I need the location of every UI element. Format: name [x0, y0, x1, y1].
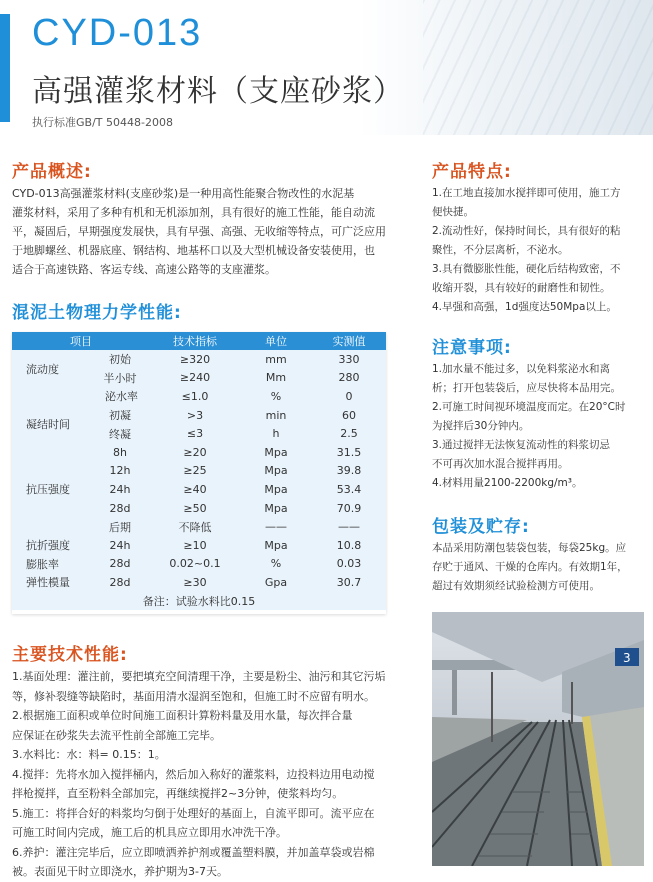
- row-spec: ≥240: [150, 369, 240, 388]
- packaging-heading: 包装及贮存:: [432, 517, 530, 537]
- features-line: 聚性，不分层离析，不泌水。: [432, 244, 569, 256]
- product-title: 高强灌浆材料（支座砂浆）: [32, 74, 404, 109]
- table-note-row: [12, 592, 386, 611]
- cautions-line: 4.材料用量2100-2200kg/m³。: [432, 477, 583, 489]
- packaging-line: 本品采用防潮包装袋包装，每袋25kg。应: [432, 542, 627, 554]
- mechanics-table-body: [12, 350, 386, 592]
- performance-line: 拌枪搅拌，直至粉料全部加完，再继续搅拌2~3分钟，使浆料均匀。: [12, 787, 344, 800]
- packaging-line: 超过有效期须经试验检测方可使用。: [432, 580, 600, 592]
- table-row: [12, 555, 386, 574]
- row-sub-label: 24h: [90, 480, 150, 499]
- features-line: 4.早强和高强，1d强度达50Mpa以上。: [432, 301, 617, 313]
- row-group-label: 膨胀率: [12, 555, 90, 574]
- performance-line: 应保证在砂浆失去流平性前全部施工完毕。: [12, 728, 221, 742]
- row-value: 60: [312, 406, 386, 425]
- row-value: 70.9: [312, 499, 386, 518]
- row-value: ——: [312, 517, 386, 536]
- features-line: 便快捷。: [432, 206, 474, 218]
- features-line: 1.在工地直接加水搅拌即可使用，施工方: [432, 187, 621, 199]
- row-unit: Mpa: [240, 536, 312, 555]
- row-unit: %: [240, 387, 312, 406]
- cautions-line: 1.加水量不能过多，以免料浆泌水和离: [432, 363, 611, 375]
- column-header: 技术指标: [150, 332, 240, 350]
- performance-line: 5.施工：将拌合好的料浆均匀倒于处理好的基面上，自流平即可。流平应在: [12, 806, 375, 820]
- column-header: 实测值: [312, 332, 386, 350]
- table-row: [12, 387, 386, 406]
- row-value: 280: [312, 369, 386, 388]
- row-spec: ≤3: [150, 424, 240, 443]
- row-spec: ≥30: [150, 573, 240, 592]
- table-row: [12, 443, 386, 462]
- row-spec: ≥10: [150, 536, 240, 555]
- row-unit: ——: [240, 517, 312, 536]
- table-row: [12, 573, 386, 592]
- row-sub-label: 初始: [90, 350, 150, 369]
- mechanics-table: [12, 332, 386, 610]
- railway-photo: [432, 612, 644, 866]
- overview-text: [12, 184, 392, 279]
- row-value: 39.8: [312, 462, 386, 481]
- performance-line: 被。表面见干时立即浇水，养护期为3-7天。: [12, 865, 228, 878]
- performance-line: 3.水料比：水：料= 0.15：1。: [12, 748, 166, 761]
- row-value: 53.4: [312, 480, 386, 499]
- row-sub-label: 28d: [90, 499, 150, 518]
- row-value: 0.03: [312, 555, 386, 574]
- cautions-line: 为搅拌后30分钟内。: [432, 420, 530, 432]
- row-group-label: 泌水率: [12, 387, 150, 406]
- row-unit: Mpa: [240, 480, 312, 499]
- performance-line: 等，修补裂缝等缺陷时，基面用清水湿润至饱和，但施工时不应留有明水。: [12, 689, 375, 703]
- row-sub-label: 8h: [90, 443, 150, 462]
- row-sub-label: 28d: [90, 555, 150, 574]
- accent-bar: [0, 14, 10, 122]
- features-line: 收缩开裂，具有较好的耐磨性和韧性。: [432, 282, 611, 294]
- table-row: [12, 536, 386, 555]
- packaging-line: 存贮于通风、干燥的仓库内。有效期1年，: [432, 561, 628, 573]
- row-value: 2.5: [312, 424, 386, 443]
- row-spec: >3: [150, 406, 240, 425]
- row-unit: Mpa: [240, 443, 312, 462]
- row-sub-label: 28d: [90, 573, 150, 592]
- table-row: [12, 350, 386, 369]
- row-unit: Mpa: [240, 462, 312, 481]
- cautions-line: 析；打开包装袋后，应尽快将本品用完。: [432, 382, 621, 394]
- performance-line: 2.根据施工面积或单位时间施工面积计算粉料量及用水量，每次拌合量: [12, 709, 353, 722]
- row-spec: ≥20: [150, 443, 240, 462]
- cautions-line: 不可再次加水混合搅拌再用。: [432, 458, 569, 470]
- performance-line: 6.养护：灌注完毕后，应立即喷洒养护剂或覆盖塑料膜，并加盖草袋或岩棉: [12, 845, 375, 859]
- row-value: 10.8: [312, 536, 386, 555]
- row-sub-label: 12h: [90, 462, 150, 481]
- row-spec: ≥50: [150, 499, 240, 518]
- performance-text: [12, 667, 407, 882]
- table-row: [12, 406, 386, 425]
- product-code: CYD-013: [32, 12, 203, 54]
- features-heading: 产品特点:: [432, 162, 512, 182]
- row-group-label: 凝结时间: [12, 406, 90, 443]
- overview-line: CYD-013高强灌浆材料(支座砂浆)是一种用高性能聚合物改性的水泥基: [12, 187, 355, 200]
- column-header: 项目: [12, 332, 150, 350]
- row-spec: ≥320: [150, 350, 240, 369]
- table-note: 备注：试验水料比0.15: [12, 592, 386, 611]
- row-unit: Mpa: [240, 499, 312, 518]
- cautions-heading: 注意事项:: [432, 338, 512, 358]
- row-unit: h: [240, 424, 312, 443]
- row-unit: Mm: [240, 369, 312, 388]
- railway-photo-illustration: [432, 612, 644, 866]
- row-spec: 不降低: [150, 517, 240, 536]
- features-text: [432, 184, 646, 317]
- row-spec: ≥25: [150, 462, 240, 481]
- table-header-row: [12, 332, 386, 350]
- row-sub-label: 终凝: [90, 424, 150, 443]
- features-line: 3.具有微膨胀性能，硬化后结构致密，不: [432, 263, 621, 275]
- row-value: 0: [312, 387, 386, 406]
- row-unit: Gpa: [240, 573, 312, 592]
- row-unit: %: [240, 555, 312, 574]
- row-value: 31.5: [312, 443, 386, 462]
- row-value: 330: [312, 350, 386, 369]
- performance-line: 4.搅拌：先将水加入搅拌桶内，然后加入称好的灌浆料，边投料边用电动搅: [12, 767, 375, 781]
- row-unit: mm: [240, 350, 312, 369]
- cautions-text: [432, 360, 646, 493]
- performance-line: 1.基面处理：灌注前，要把填充空间清理干净，主要是粉尘、油污和其它污垢: [12, 670, 386, 683]
- platform-sign-number: 3: [623, 651, 631, 665]
- row-group-label: 抗折强度: [12, 536, 90, 555]
- mechanics-heading: 混泥土物理力学性能:: [12, 303, 182, 323]
- performance-line: 可施工时间内完成，施工后的机具应立即用水冲洗干净。: [12, 826, 287, 839]
- row-unit: min: [240, 406, 312, 425]
- row-sub-label: 半小时: [90, 369, 150, 388]
- row-sub-label: 24h: [90, 536, 150, 555]
- overview-line: 灌浆材料，采用了多种有机和无机添加剂，具有很好的施工性能，能自动流: [12, 206, 375, 219]
- row-spec: 0.02~0.1: [150, 555, 240, 574]
- header-building-decoration: [423, 0, 653, 135]
- performance-heading: 主要技术性能:: [12, 645, 128, 665]
- overview-heading: 产品概述:: [12, 162, 92, 182]
- standard-label: 执行标准GB/T 50448-2008: [32, 116, 173, 129]
- cautions-line: 2.可施工时间视环境温度而定。在20°C时: [432, 401, 626, 413]
- row-sub-label: 初凝: [90, 406, 150, 425]
- features-line: 2.流动性好，保持时间长，具有很好的粘: [432, 225, 621, 237]
- row-group-label: 抗压强度: [12, 443, 90, 536]
- row-group-label: 弹性模量: [12, 573, 90, 592]
- overview-line: 于地脚螺丝、机器底座、钢结构、地基杯口以及大型机械设备安装使用，也: [12, 244, 375, 257]
- row-group-label: 流动度: [12, 350, 90, 387]
- packaging-text: [432, 539, 646, 596]
- overview-line: 平，凝固后，早期强度发展快，具有早强、高强、无收缩等特点，可广泛应用: [12, 225, 386, 238]
- cautions-line: 3.通过搅拌无法恢复流动性的料浆切忌: [432, 439, 611, 451]
- column-header: 单位: [240, 332, 312, 350]
- row-spec: ≥40: [150, 480, 240, 499]
- overview-line: 适合于高速铁路、客运专线、高速公路等的支座灌浆。: [12, 263, 276, 276]
- row-value: 30.7: [312, 573, 386, 592]
- row-sub-label: 后期: [90, 517, 150, 536]
- row-spec: ≤1.0: [150, 387, 240, 406]
